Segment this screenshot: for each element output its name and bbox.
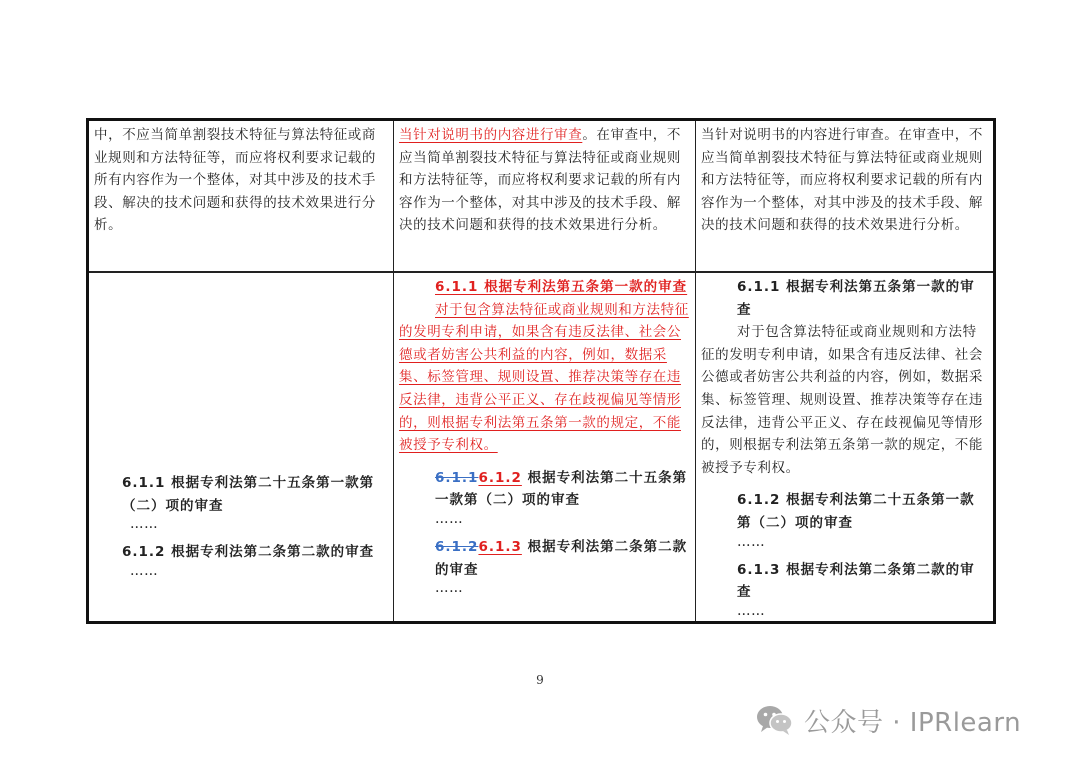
ellipsis: …… [435, 510, 464, 527]
row1-col1-text: 中，不应当简单割裂技术特征与算法特征或商业规则和方法特征等，而应将权利要求记载的所有内容作为一个整体，对其中涉及的技术手段、解决的技术问题和获得的技术效果进行分析。 [94, 127, 376, 234]
inserted-section-heading: 6.1.1 根据专利法第五条第一款的审查 [435, 279, 688, 295]
row2-col3-cell [696, 273, 993, 621]
row1-col1-cell [89, 121, 394, 273]
ellipsis: …… [435, 580, 464, 597]
ellipsis: …… [737, 602, 766, 619]
inserted-number: 6.1.2 [478, 469, 522, 486]
wechat-icon [756, 704, 794, 736]
revised-section-heading-6-1-2 [399, 467, 690, 512]
deleted-number: 6.1.1 [435, 469, 479, 486]
section-heading-6-1-3: 6.1.3 根据专利法第二条第二款的审查 [737, 561, 975, 601]
section-heading-6-1-1: 6.1.1 根据专利法第二十五条第一款第（二）项的审查 [122, 475, 375, 514]
blank-space [94, 276, 388, 472]
watermark-text: 公众号 · IPRlearn [804, 707, 1022, 738]
paragraph: 对于包含算法特征或商业规则和方法特征的发明专利申请，如果含有违反法律、社会公德或者妨害公共利益的内容，例如，数据采集、标签管理、规则设置、推荐决策等存在违反法律，违背公平正义、存在歧视偏见等情形的，则根据专利法第五条第一款的规定，不能被授予专利权。 [701, 324, 983, 476]
row2-col2-cell [394, 273, 696, 621]
row1-col3-cell [696, 121, 993, 273]
watermark [756, 700, 1021, 740]
page-number: 9 [536, 673, 544, 687]
section-heading-6-1-2: 6.1.2 根据专利法第二条第二款的审查 [122, 544, 375, 561]
revised-section-heading-6-1-3 [399, 536, 690, 581]
row1-col2-inserted-text: 当针对说明书的内容进行审查 [399, 127, 583, 143]
row2-col1-cell [89, 273, 394, 621]
ellipsis: …… [130, 562, 159, 579]
ellipsis: …… [737, 533, 766, 550]
row1-col2-cell [394, 121, 696, 273]
heading-text: 根据专利法第二十五条第一款第（二）项的审查 [435, 469, 688, 509]
inserted-paragraph: 对于包含算法特征或商业规则和方法特征的发明专利申请，如果含有违反法律、社会公德或者妨害公共利益的内容，例如，数据采集、标签管理、规则设置、推荐决策等存在违反法律，违背公平正义、存在歧视偏见等情形的，则根据专利法第五条第一款的规定，不能被授予专利权。 [399, 301, 689, 454]
row1-col3-text: 当针对说明书的内容进行审查。在审查中，不应当简单割裂技术特征与算法特征或商业规则和方法特征等，而应将权利要求记载的所有内容作为一个整体，对其中涉及的技术手段、解决的技术问题和获得的技术效果进行分析。 [701, 127, 983, 234]
row1-col2-text: 。在审查中，不应当简单割裂技术特征与算法特征或商业规则和方法特征等，而应将权利要求记载的所有内容作为一个整体，对其中涉及的技术手段、解决的技术问题和获得的技术效果进行分析。 [399, 127, 682, 234]
deleted-number: 6.1.2 [435, 538, 479, 555]
inserted-number: 6.1.3 [478, 538, 522, 555]
section-heading-6-1-1: 6.1.1 根据专利法第五条第一款的审查 [737, 279, 975, 318]
ellipsis: …… [130, 516, 159, 533]
heading-text: 根据专利法第二条第二款的审查 [435, 538, 688, 578]
comparison-table [86, 118, 996, 624]
section-heading-6-1-2: 6.1.2 根据专利法第二十五条第一款第（二）项的审查 [737, 492, 975, 531]
